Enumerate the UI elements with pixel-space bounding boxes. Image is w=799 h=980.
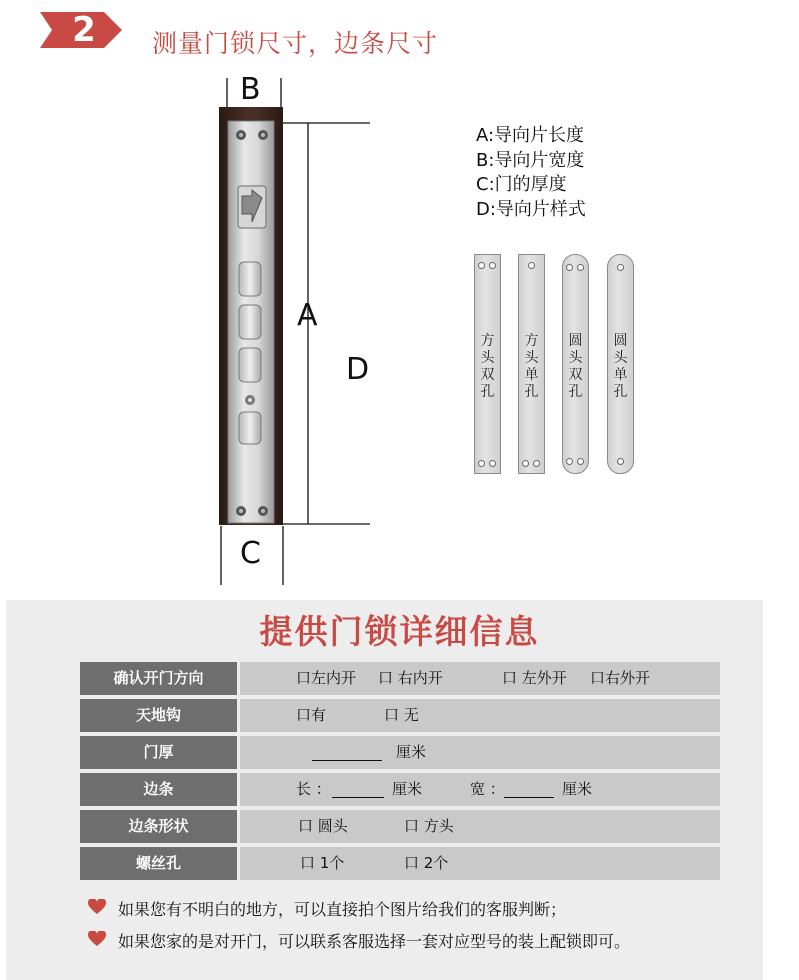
option-right-outward-checkbox[interactable]: 口右外开 [590,669,651,687]
faceplate-square-single [518,254,545,474]
option-one-hole-checkbox[interactable]: 口 1个 [300,854,345,872]
unit-label: 厘米 [392,780,423,798]
screw-hole-icon [489,262,496,269]
screw-hole-icon [522,460,529,467]
faceplate-round-single [607,254,634,474]
row-body [240,810,720,843]
row-label: 边条形状 [80,810,237,843]
row-label: 确认开门方向 [80,662,237,695]
legend-item-c: C:门的厚度 [476,174,567,195]
heart-icon [88,899,106,915]
step-number: 2 [72,10,96,50]
row-body [240,773,720,806]
faceplate-square-double [474,254,501,474]
screw-hole-icon [478,460,485,467]
row-label: 螺丝孔 [80,847,237,880]
row-door-thickness [80,736,720,769]
legend-item-d: D:导向片样式 [476,198,586,220]
dimension-legend [476,124,586,222]
screw-hole-icon [489,460,496,467]
row-body [240,847,720,880]
screw-hole-icon [533,460,540,467]
row-body [240,736,720,769]
row-label: 边条 [80,773,237,806]
option-yes-checkbox[interactable]: 口有 [296,706,327,724]
door-thickness-input[interactable] [312,760,382,761]
faceplate-label: 方头单孔 [524,333,539,400]
row-strip-shape [80,810,720,843]
screw-hole-icon [566,458,573,465]
width-label: 宽 ： [470,780,505,798]
faceplate-label: 圆头双孔 [568,333,583,400]
screw-hole-icon [478,262,485,269]
note-text: 如果您家的是对开门，可以联系客服选择一套对应型号的装上配锁即可。 [118,932,631,951]
row-door-direction [80,662,720,695]
width-input[interactable] [504,797,554,798]
page-title: 测量门锁尺寸，边条尺寸 [152,29,439,58]
screw-hole-icon [566,264,573,271]
row-body [240,662,720,695]
faceplate-round-double [562,254,589,474]
option-two-holes-checkbox[interactable]: 口 2个 [404,854,449,872]
dimension-b-label: B [240,72,261,107]
option-square-head-checkbox[interactable]: 口 方头 [404,817,454,835]
info-title: 提供门锁详细信息 [259,612,540,651]
unit-label: 厘米 [562,780,593,798]
dimension-a-label: A [297,298,318,333]
heart-icon [88,931,106,947]
option-left-inward-checkbox[interactable]: 口左内开 [296,669,357,687]
option-round-head-checkbox[interactable]: 口 圆头 [298,817,348,835]
length-input[interactable] [332,797,384,798]
note-text: 如果您有不明白的地方，可以直接拍个图片给我们的客服判断； [118,900,567,919]
faceplate-label: 方头双孔 [480,333,495,400]
screw-hole-icon [528,262,535,269]
row-edge-strip [80,773,720,806]
screw-hole-icon [617,458,624,465]
dimension-d-label: D [346,352,370,387]
legend-item-a: A:导向片长度 [476,125,585,146]
unit-label: 厘米 [396,743,427,761]
row-label: 天地钩 [80,699,237,732]
screw-hole-icon [577,458,584,465]
row-body [240,699,720,732]
length-label: 长 ： [296,780,331,798]
screw-hole-icon [577,264,584,271]
option-left-outward-checkbox[interactable]: 口 左外开 [502,669,567,687]
legend-item-b: B:导向片宽度 [476,149,585,171]
screw-hole-icon [617,264,624,271]
row-screw-holes [80,847,720,880]
option-right-inward-checkbox[interactable]: 口 右内开 [378,669,443,687]
row-label: 门厚 [80,736,237,769]
row-hook [80,699,720,732]
dimension-c-label: C [240,536,261,571]
option-no-checkbox[interactable]: 口 无 [384,706,419,724]
faceplate-label: 圆头单孔 [613,333,628,400]
